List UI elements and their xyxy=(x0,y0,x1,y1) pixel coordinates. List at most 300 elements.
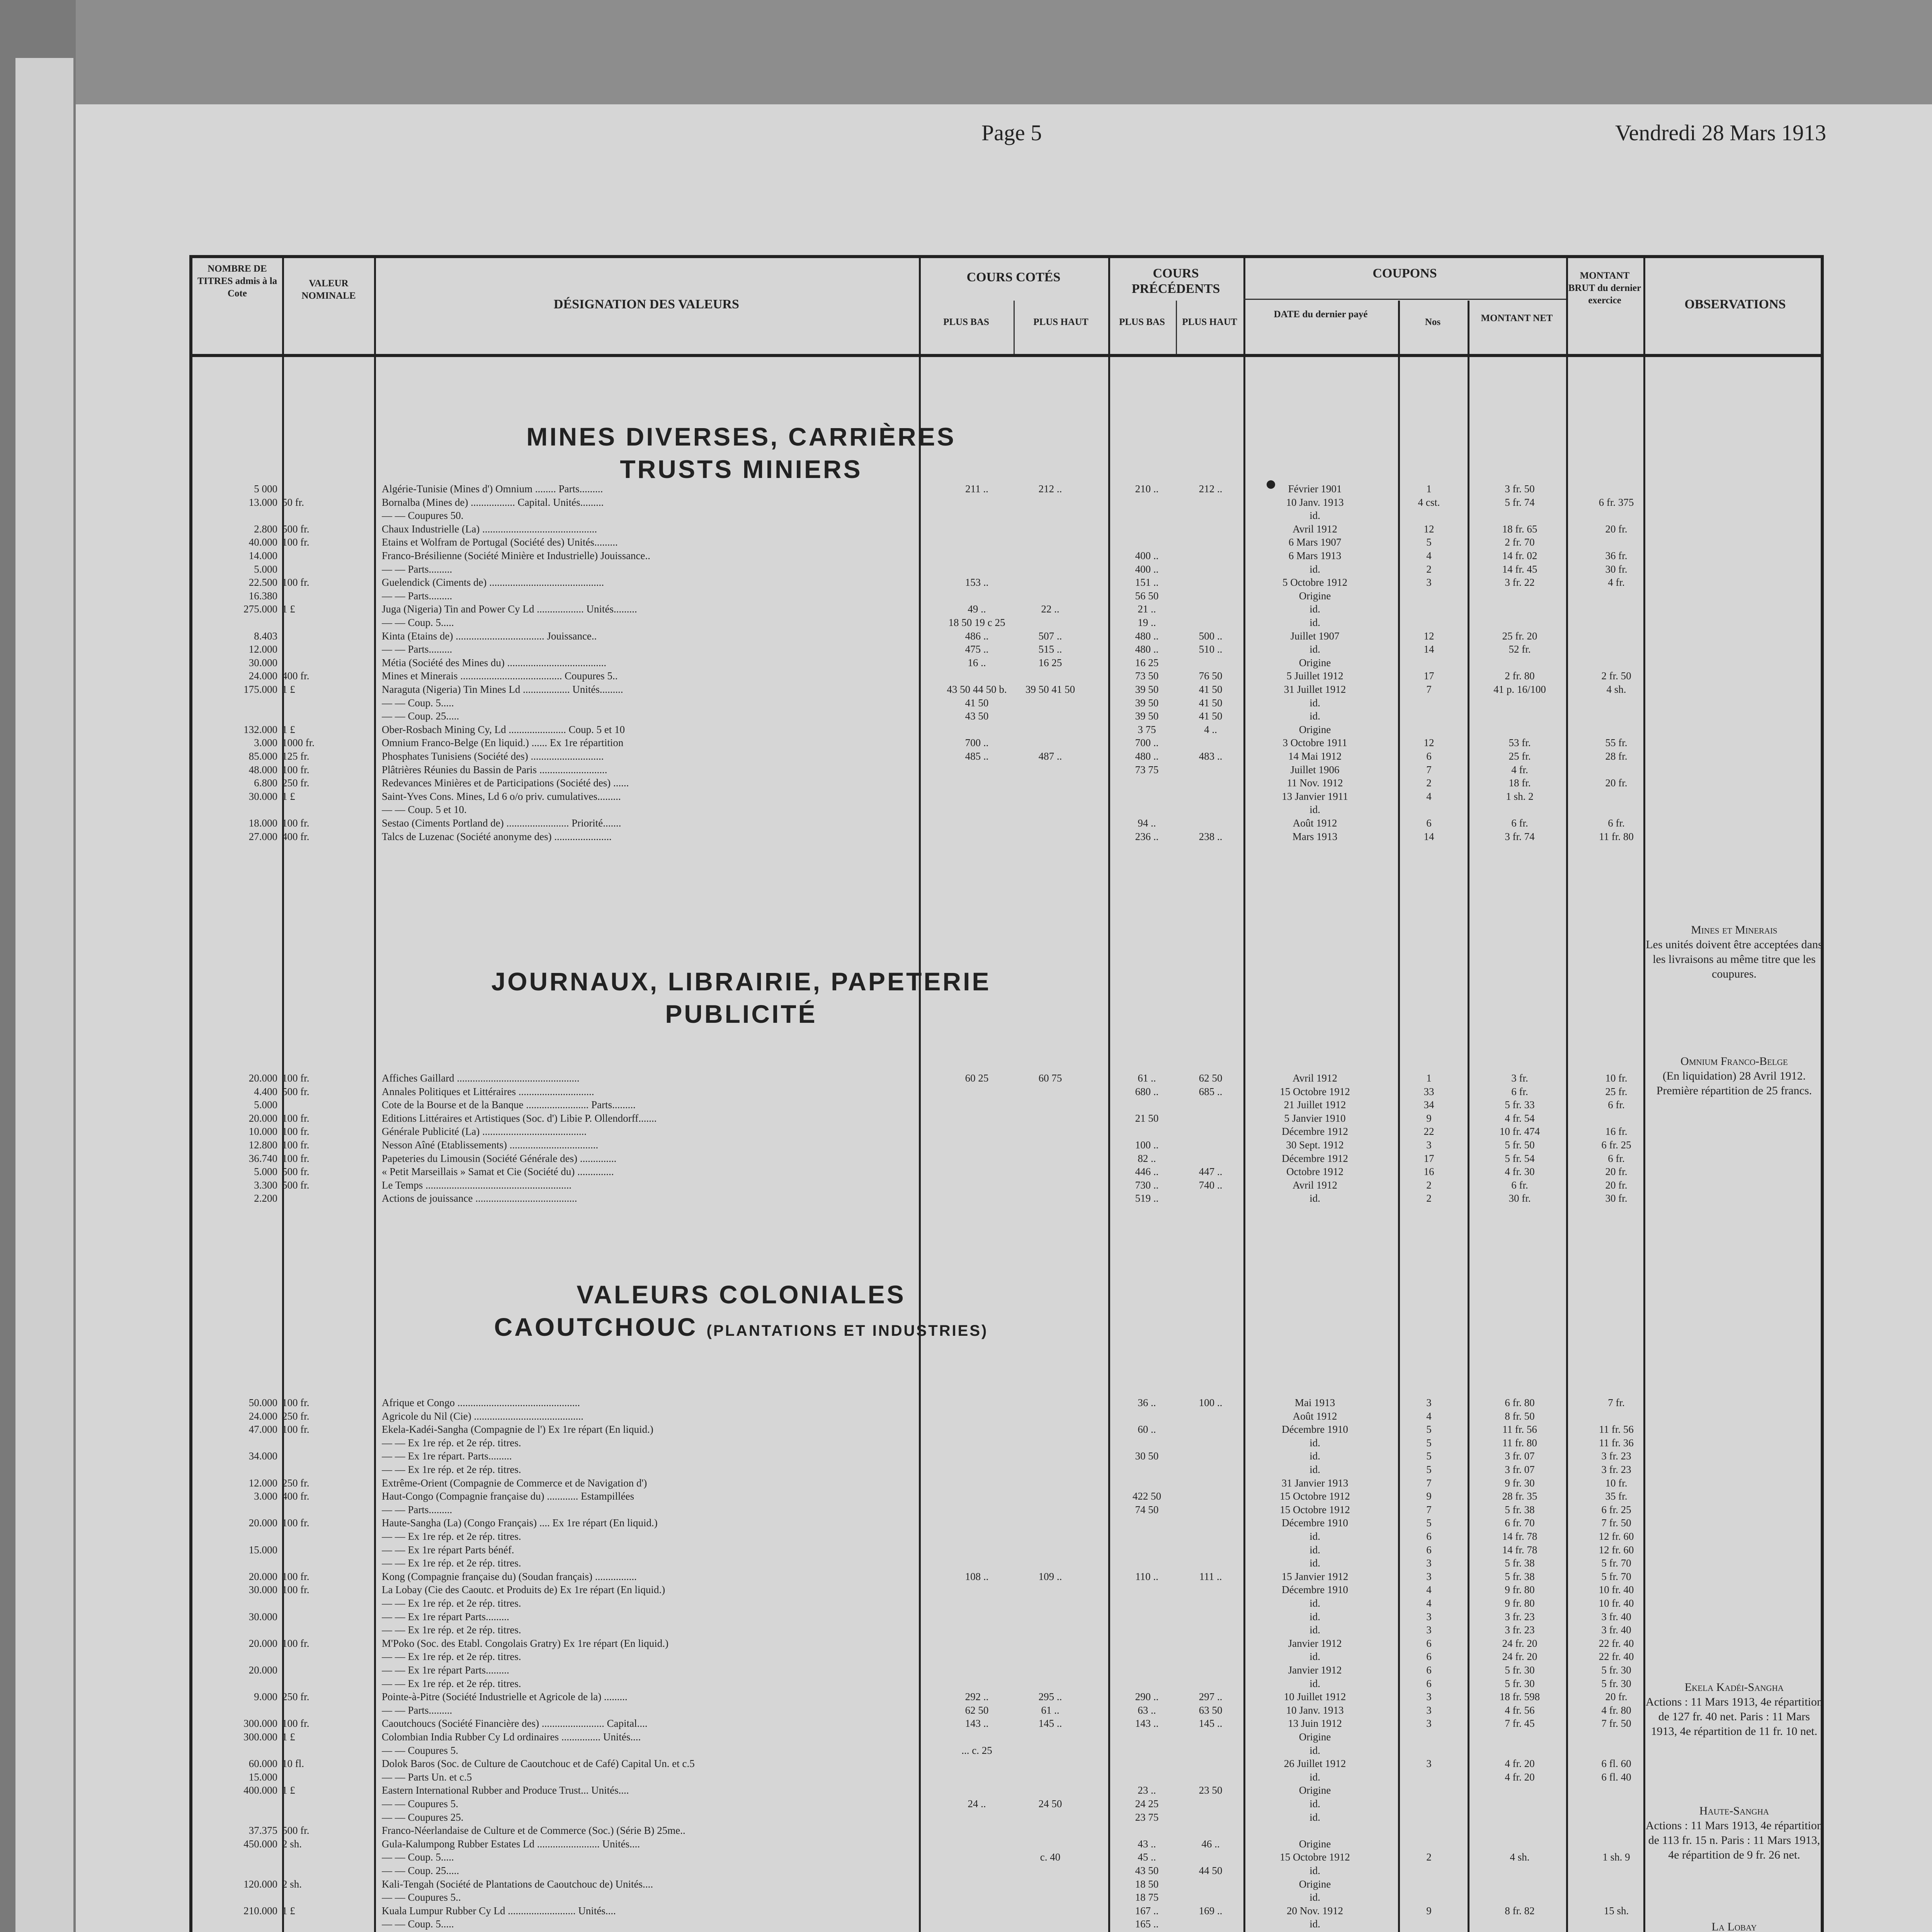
prec-plus-haut: 212 .. xyxy=(1199,483,1223,495)
coupon-numero: 6 xyxy=(1426,1531,1432,1542)
montant-net: 24 fr. 20 xyxy=(1502,1651,1537,1663)
table-row xyxy=(192,643,1641,656)
cours-plus-haut: c. 40 xyxy=(1040,1851,1061,1863)
designation: Plâtrières Réunies du Bassin de Paris .......................... xyxy=(382,764,607,776)
table-row xyxy=(192,1476,1641,1490)
valeur-nominale: 400 fr. xyxy=(282,830,310,842)
coupon-date: id. xyxy=(1310,1437,1320,1449)
coupon-date: 10 Janv. 1913 xyxy=(1286,496,1344,508)
montant-net: 3 fr. 22 xyxy=(1505,577,1535,588)
nombre-titres: 450.000 xyxy=(243,1838,277,1850)
nombre-titres: 37.375 xyxy=(248,1825,277,1837)
montant-brut: 20 fr. xyxy=(1605,1166,1628,1178)
table-row xyxy=(192,1757,1641,1770)
montant-net: 2 fr. 70 xyxy=(1505,536,1535,548)
designation: Haute-Sangha (La) (Congo Français) .... Ex 1re répart (En liquid.) xyxy=(382,1517,658,1529)
prec-plus-bas: 56 50 xyxy=(1135,590,1159,602)
designation: M'Poko (Soc. des Etabl. Congolais Gratry) Ex 1re répart (En liquid.) xyxy=(382,1637,668,1649)
coupon-numero: 2 xyxy=(1426,1179,1432,1191)
coupon-numero: 1 xyxy=(1426,1072,1432,1084)
montant-net: 5 fr. 33 xyxy=(1505,1099,1535,1111)
coupon-date: 26 Juillet 1912 xyxy=(1284,1758,1346,1770)
table-row xyxy=(192,790,1641,803)
coupon-date: Origine xyxy=(1299,1878,1331,1890)
observation-text: Les unités doivent être acceptées dans les livraisons au même titre que les coupures. xyxy=(1646,938,1823,980)
prec-plus-bas: 23 .. xyxy=(1138,1784,1156,1796)
table-row xyxy=(192,1490,1641,1503)
montant-brut: 3 fr. 40 xyxy=(1601,1624,1631,1636)
montant-net: 6 fr. xyxy=(1511,1085,1528,1097)
table-row xyxy=(192,1850,1641,1864)
montant-net: 5 fr. 38 xyxy=(1505,1570,1535,1582)
valeur-nominale: 100 fr. xyxy=(282,1570,310,1582)
nombre-titres: 15.000 xyxy=(248,1771,277,1783)
nombre-titres: 5.000 xyxy=(254,1099,277,1111)
quotation-table xyxy=(189,255,1824,1932)
valeur-nominale: 100 fr. xyxy=(282,1072,310,1084)
table-row xyxy=(192,1744,1641,1757)
table-row xyxy=(192,563,1641,576)
montant-net: 9 fr. 30 xyxy=(1505,1477,1535,1489)
cours-plus-bas: 60 25 xyxy=(965,1072,989,1084)
prec-plus-bas: 151 .. xyxy=(1135,577,1159,588)
table-row xyxy=(192,616,1641,629)
coupon-date: id. xyxy=(1310,1611,1320,1622)
valeur-nominale: 50 fr. xyxy=(282,496,304,508)
montant-brut: 7 fr. xyxy=(1608,1397,1625,1408)
coupon-date: 13 Juin 1912 xyxy=(1288,1718,1342,1730)
table-row xyxy=(192,1112,1641,1125)
nombre-titres: 175.000 xyxy=(243,684,277,695)
designation: — — Ex 1re rép. et 2e rép. titres. xyxy=(382,1557,521,1569)
montant-brut: 20 fr. xyxy=(1605,777,1628,789)
cours-plus-bas: 108 .. xyxy=(965,1570,989,1582)
prec-plus-bas: 19 .. xyxy=(1138,617,1156,628)
nombre-titres: 20.000 xyxy=(248,1517,277,1529)
montant-net: 18 fr. 598 xyxy=(1499,1691,1540,1703)
valeur-nominale: 400 fr. xyxy=(282,670,310,682)
coupon-date: Décembre 1912 xyxy=(1282,1126,1348,1138)
montant-brut: 3 fr. 40 xyxy=(1601,1611,1631,1622)
designation: Phosphates Tunisiens (Société des) ............................ xyxy=(382,750,604,762)
designation: Kong (Compagnie française du) (Soudan français) ................ xyxy=(382,1570,637,1582)
col-cours-precedents: COURS PRÉCÉDENTS xyxy=(1131,266,1220,296)
montant-net: 4 fr. xyxy=(1511,764,1528,776)
coupon-numero: 6 xyxy=(1426,1637,1432,1649)
montant-net: 3 fr. 07 xyxy=(1505,1464,1535,1475)
observation-title: Mines et Minerais xyxy=(1691,923,1777,936)
nombre-titres: 48.000 xyxy=(248,764,277,776)
designation: Mines et Minerais ....................................... Coupures 5.. xyxy=(382,670,618,682)
montant-net: 18 fr. xyxy=(1509,777,1531,789)
table-row xyxy=(192,602,1641,616)
montant-net: 6 fr. xyxy=(1511,817,1528,829)
cours-plus-haut: 515 .. xyxy=(1038,643,1062,655)
valeur-nominale: 10 fl. xyxy=(282,1758,304,1770)
valeur-nominale: 100 fr. xyxy=(282,1152,310,1164)
coupon-numero: 6 xyxy=(1426,1677,1432,1689)
montant-brut: 20 fr. xyxy=(1605,1691,1628,1703)
designation: Colombian India Rubber Cy Ld ordinaires ............... Unités.... xyxy=(382,1731,641,1743)
cours-plus-haut: 295 .. xyxy=(1038,1691,1062,1703)
table-row xyxy=(192,576,1641,589)
prec-plus-bas: 45 .. xyxy=(1138,1851,1156,1863)
table-row xyxy=(192,696,1641,709)
designation: Redevances Minières et de Participations (Société des) ...... xyxy=(382,777,629,789)
coupon-date: 14 Mai 1912 xyxy=(1288,750,1342,762)
cours-plus-haut: 145 .. xyxy=(1038,1718,1062,1730)
prec-plus-bas: 730 .. xyxy=(1135,1179,1159,1191)
coupon-numero: 14 xyxy=(1423,643,1434,655)
montant-net: 14 fr. 78 xyxy=(1502,1544,1537,1556)
cours-plus-haut: 60 75 xyxy=(1038,1072,1062,1084)
nombre-titres: 14.000 xyxy=(248,550,277,561)
table-row xyxy=(192,1138,1641,1151)
designation: « Petit Marseillais » Samat et Cie (Société du) .............. xyxy=(382,1166,614,1178)
designation: Eastern International Rubber and Produce Trust... Unités.... xyxy=(382,1784,629,1796)
coupon-numero: 6 xyxy=(1426,817,1432,829)
nombre-titres: 22.500 xyxy=(248,577,277,588)
nombre-titres: 20.000 xyxy=(248,1072,277,1084)
montant-net: 11 fr. 56 xyxy=(1502,1423,1537,1435)
nombre-titres: 24.000 xyxy=(248,1410,277,1422)
nombre-titres: 2.200 xyxy=(254,1192,277,1204)
prec-plus-bas: 400 .. xyxy=(1135,550,1159,561)
coupon-numero: 6 xyxy=(1426,1651,1432,1663)
valeur-nominale: 250 fr. xyxy=(282,1691,310,1703)
coupon-date: Mars 1913 xyxy=(1292,830,1338,842)
montant-brut: 11 fr. 36 xyxy=(1599,1437,1634,1449)
coupons-underline xyxy=(1243,299,1566,300)
designation: — — Parts......... xyxy=(382,1503,452,1515)
table-row xyxy=(192,1837,1641,1850)
nombre-titres: 12.000 xyxy=(248,1477,277,1489)
section-subtitle xyxy=(409,1311,1073,1347)
coupon-numero: 3 xyxy=(1426,1704,1432,1716)
valeur-nominale: 250 fr. xyxy=(282,1477,310,1489)
table-row xyxy=(192,669,1641,682)
prec-plus-bas: 73 75 xyxy=(1135,764,1159,776)
coupon-date: 6 Mars 1907 xyxy=(1288,536,1342,548)
montant-brut: 36 fr. xyxy=(1605,550,1628,561)
montant-brut: 4 fr. 80 xyxy=(1601,1704,1631,1716)
nombre-titres: 27.000 xyxy=(248,830,277,842)
coupon-date: id. xyxy=(1310,1531,1320,1542)
table-row xyxy=(192,1516,1641,1529)
section-title: MINES DIVERSES, CARRIÈRES xyxy=(526,422,956,451)
designation: — — Ex 1re rép. et 2e rép. titres. xyxy=(382,1677,521,1689)
coupon-date: 21 Juillet 1912 xyxy=(1284,1099,1346,1111)
prec-plus-haut: 41 50 xyxy=(1199,684,1223,695)
coupon-numero: 3 xyxy=(1426,1691,1432,1703)
cours-plus-bas: 153 .. xyxy=(965,577,989,588)
coupon-date: Juillet 1907 xyxy=(1290,630,1340,642)
coupon-date: Avril 1912 xyxy=(1293,523,1337,535)
designation: — — Ex 1re rép. et 2e rép. titres. xyxy=(382,1437,521,1449)
valeur-nominale: 100 fr. xyxy=(282,1718,310,1730)
prec-plus-bas: 400 .. xyxy=(1135,563,1159,575)
montant-net: 25 fr. 20 xyxy=(1502,630,1537,642)
cours-plus-haut: 212 .. xyxy=(1038,483,1062,495)
table-row xyxy=(192,683,1641,696)
montant-net: 14 fr. 02 xyxy=(1502,550,1537,561)
prec-plus-bas: 36 .. xyxy=(1138,1397,1156,1408)
montant-net: 3 fr. 74 xyxy=(1505,830,1535,842)
section-subtitle: TRUSTS MINIERS xyxy=(620,455,862,483)
coupon-date: id. xyxy=(1310,1865,1320,1876)
designation: Talcs de Luzenac (Société anonyme des) ...................... xyxy=(382,830,612,842)
prec-plus-haut: 41 50 xyxy=(1199,697,1223,709)
nombre-titres: 30.000 xyxy=(248,1584,277,1596)
prec-plus-bas: 480 .. xyxy=(1135,750,1159,762)
prec-plus-haut: 111 .. xyxy=(1199,1570,1222,1582)
table-row xyxy=(192,1623,1641,1636)
section-journaux xyxy=(409,965,1073,1030)
designation: — — Coup. 5..... xyxy=(382,617,454,628)
table-row xyxy=(192,1704,1641,1717)
montant-brut: 6 fl. 60 xyxy=(1601,1758,1631,1770)
montant-brut: 11 fr. 56 xyxy=(1599,1423,1634,1435)
prec-plus-haut: 740 .. xyxy=(1199,1179,1223,1191)
designation: Actions de jouissance ....................................... xyxy=(382,1192,577,1204)
montant-brut: 10 fr. 40 xyxy=(1599,1597,1634,1609)
table-row xyxy=(192,1165,1641,1178)
designation: Bornalba (Mines de) ................. Capital. Unités......... xyxy=(382,496,604,508)
nombre-titres: 13.000 xyxy=(248,496,277,508)
coupon-numero: 3 xyxy=(1426,1570,1432,1582)
observation-title: La Lobay xyxy=(1711,1920,1757,1932)
prec-plus-bas: 100 .. xyxy=(1135,1139,1159,1151)
designation: — — Coup. 25..... xyxy=(382,710,459,722)
table-row xyxy=(192,1811,1641,1824)
section-subtitle-main: CAOUTCHOUC xyxy=(494,1313,698,1341)
prec-plus-bas: 43 .. xyxy=(1138,1838,1156,1850)
table-row xyxy=(192,1904,1641,1917)
coupon-date: id. xyxy=(1310,643,1320,655)
nombre-titres: 210.000 xyxy=(243,1905,277,1917)
table-row xyxy=(192,656,1641,669)
coupon-date: 11 Nov. 1912 xyxy=(1287,777,1343,789)
cours-plus-bas: 292 .. xyxy=(965,1691,989,1703)
coupon-date: id. xyxy=(1310,1624,1320,1636)
montant-brut: 35 fr. xyxy=(1605,1490,1628,1502)
montant-brut: 5 fr. 30 xyxy=(1601,1664,1631,1676)
prec-plus-bas: 82 .. xyxy=(1138,1152,1156,1164)
coupon-date: id. xyxy=(1310,1771,1320,1783)
prec-plus-bas: 24 25 xyxy=(1135,1798,1159,1810)
montant-net: 41 p. 16/100 xyxy=(1493,684,1546,695)
nombre-titres: 30.000 xyxy=(248,790,277,802)
coupon-date: Janvier 1912 xyxy=(1288,1664,1342,1676)
montant-net: 3 fr. 07 xyxy=(1505,1450,1535,1462)
col-plus-haut: PLUS HAUT xyxy=(1033,317,1088,327)
nombre-titres: 18.000 xyxy=(248,817,277,829)
prec-plus-bas: 60 .. xyxy=(1138,1423,1156,1435)
observation-note xyxy=(1645,1680,1823,1739)
observation-title: Haute-Sangha xyxy=(1699,1804,1769,1817)
coupon-date: id. xyxy=(1310,1744,1320,1756)
designation: — — Coup. 5..... xyxy=(382,1851,454,1863)
montant-net: 3 fr. 23 xyxy=(1505,1624,1535,1636)
montant-brut: 5 fr. 30 xyxy=(1601,1677,1631,1689)
valeur-nominale: 100 fr. xyxy=(282,817,310,829)
designation: Etains et Wolfram de Portugal (Société des) Unités......... xyxy=(382,536,618,548)
montant-net: 5 fr. 30 xyxy=(1505,1664,1535,1676)
prec-plus-bas: 21 .. xyxy=(1138,603,1156,615)
prec-plus-bas: 700 .. xyxy=(1135,737,1159,749)
designation: La Lobay (Cie des Caoutc. et Produits de) Ex 1re répart (En liquid.) xyxy=(382,1584,665,1596)
prec-plus-haut: 500 .. xyxy=(1199,630,1223,642)
valeur-nominale: 2 sh. xyxy=(282,1878,302,1890)
prec-plus-haut: 238 .. xyxy=(1199,830,1223,842)
designation: Métia (Société des Mines du) ...................................... xyxy=(382,656,607,668)
table-row xyxy=(192,522,1641,536)
coupon-numero: 16 xyxy=(1423,1166,1434,1178)
coupon-date: Décembre 1910 xyxy=(1282,1423,1348,1435)
valeur-nominale: 100 fr. xyxy=(282,1126,310,1138)
montant-net: 1 sh. 2 xyxy=(1506,790,1534,802)
montant-net: 5 fr. 30 xyxy=(1505,1677,1535,1689)
coupon-numero: 12 xyxy=(1423,630,1434,642)
table-row xyxy=(192,803,1641,816)
table-row xyxy=(192,1543,1641,1556)
coupon-numero: 17 xyxy=(1423,1152,1434,1164)
designation: Afrique et Congo ............................................... xyxy=(382,1397,580,1408)
montant-brut: 6 fl. 40 xyxy=(1601,1771,1631,1783)
designation: — — Parts......... xyxy=(382,643,452,655)
nombre-titres: 12.000 xyxy=(248,643,277,655)
col-montant-net: MONTANT NET xyxy=(1481,313,1553,323)
table-row xyxy=(192,1864,1641,1877)
montant-brut: 10 fr. 40 xyxy=(1599,1584,1634,1596)
coupon-date: Avril 1912 xyxy=(1293,1179,1337,1191)
designation: — — Coupures 25. xyxy=(382,1811,464,1823)
table-row xyxy=(192,1436,1641,1449)
observation-text: Actions : 11 Mars 1913, 4e répartition de 113 fr. 15 n. Paris : 11 Mars 1913, 4e répartition de 9 fr. 26 net. xyxy=(1646,1819,1823,1861)
table-row xyxy=(192,1891,1641,1904)
table-row xyxy=(192,1797,1641,1810)
montant-brut: 11 fr. 80 xyxy=(1599,830,1634,842)
coupon-date: id. xyxy=(1310,804,1320,816)
valeur-nominale: 250 fr. xyxy=(282,1410,310,1422)
table-row xyxy=(192,763,1641,776)
montant-brut: 25 fr. xyxy=(1605,1085,1628,1097)
coupon-numero: 6 xyxy=(1426,1664,1432,1676)
prec-plus-bas: 21 50 xyxy=(1135,1112,1159,1124)
nombre-titres: 8.403 xyxy=(254,630,277,642)
nombre-titres: 20.000 xyxy=(248,1570,277,1582)
table-row xyxy=(192,1125,1641,1138)
coupon-numero: 9 xyxy=(1426,1112,1432,1124)
montant-net: 4 fr. 30 xyxy=(1505,1166,1535,1178)
coupon-date: Origine xyxy=(1299,656,1331,668)
montant-net: 14 fr. 45 xyxy=(1502,563,1537,575)
valeur-nominale: 1 £ xyxy=(282,1905,295,1917)
valeur-nominale: 1 £ xyxy=(282,1784,295,1796)
section-title: VALEURS COLONIALES xyxy=(577,1280,906,1309)
prec-plus-haut: 447 .. xyxy=(1199,1166,1223,1178)
nombre-titres: 275.000 xyxy=(243,603,277,615)
coupon-numero: 3 xyxy=(1426,577,1432,588)
nombre-titres: 40.000 xyxy=(248,536,277,548)
prec-plus-bas: 519 .. xyxy=(1135,1192,1159,1204)
table-row xyxy=(192,496,1641,509)
designation: — — Coup. 5..... xyxy=(382,1918,454,1930)
nombre-titres: 2.800 xyxy=(254,523,277,535)
designation: — — Coupures 5. xyxy=(382,1798,458,1810)
nombre-titres: 5.000 xyxy=(254,563,277,575)
designation: — — Coup. 5..... xyxy=(382,697,454,709)
col-date-dernier: DATE du dernier payé xyxy=(1274,309,1368,320)
prec-plus-bas: 290 .. xyxy=(1135,1691,1159,1703)
coupon-date: Origine xyxy=(1299,1731,1331,1743)
cours-plus-haut: 24 50 xyxy=(1038,1798,1062,1810)
cours-plus-haut: 109 .. xyxy=(1038,1570,1062,1582)
nombre-titres: 4.400 xyxy=(254,1085,277,1097)
observation-title: Ekela Kadéi-Sangha xyxy=(1684,1681,1784,1694)
valeur-nominale: 500 fr. xyxy=(282,523,310,535)
prec-plus-bas: 236 .. xyxy=(1135,830,1159,842)
designation: Ober-Rosbach Mining Cy, Ld ...................... Coup. 5 et 10 xyxy=(382,723,625,735)
designation: Gula-Kalumpong Rubber Estates Ld ........................ Unités.... xyxy=(382,1838,640,1850)
table-row xyxy=(192,1717,1641,1730)
coupon-numero: 9 xyxy=(1426,1490,1432,1502)
coupon-numero: 4 xyxy=(1426,1584,1432,1596)
coupon-date: 30 Sept. 1912 xyxy=(1286,1139,1344,1151)
coupon-date: 15 Octobre 1912 xyxy=(1280,1851,1350,1863)
prec-plus-bas: 16 25 xyxy=(1135,656,1159,668)
montant-net: 6 fr. 80 xyxy=(1505,1397,1535,1408)
montant-net: 53 fr. xyxy=(1509,737,1531,749)
designation: Kinta (Etains de) .................................. Jouissance.. xyxy=(382,630,597,642)
page-number: Page 5 xyxy=(981,120,1042,145)
valeur-nominale: 100 fr. xyxy=(282,1637,310,1649)
montant-net: 3 fr. 23 xyxy=(1505,1611,1535,1622)
table-row xyxy=(192,1770,1641,1784)
coupon-date: 5 Octobre 1912 xyxy=(1282,577,1347,588)
cours-plus-haut: 507 .. xyxy=(1038,630,1062,642)
table-row xyxy=(192,1530,1641,1543)
valeur-nominale: 500 fr. xyxy=(282,1085,310,1097)
designation: Ekela-Kadéi-Sangha (Compagnie de l') Ex 1re répart (En liquid.) xyxy=(382,1423,653,1435)
coupon-numero: 6 xyxy=(1426,750,1432,762)
designation: Papeteries du Limousin (Société Générale des) .............. xyxy=(382,1152,617,1164)
coupon-date: 10 Janv. 1913 xyxy=(1286,1704,1344,1716)
observation-text: Actions : 11 Mars 1913, 4e répartition de 127 fr. 40 net. Paris : 11 Mars 1913, 4e répartition de 11 fr. 10 net. xyxy=(1646,1696,1823,1738)
coupon-numero: 4 xyxy=(1426,1597,1432,1609)
coupon-date: id. xyxy=(1310,1450,1320,1462)
col-nombre: NOMBRE DE TITRES admis à la Cote xyxy=(197,264,277,299)
table-row xyxy=(192,1449,1641,1463)
prec-plus-bas: 73 50 xyxy=(1135,670,1159,682)
montant-brut: 28 fr. xyxy=(1605,750,1628,762)
table-row xyxy=(192,723,1641,736)
table-row xyxy=(192,1610,1641,1623)
prec-plus-bas: 43 50 xyxy=(1135,1865,1159,1876)
cours-plus-bas: 486 .. xyxy=(965,630,989,642)
col-coupons: COUPONS xyxy=(1372,266,1437,281)
nombre-titres: 120.000 xyxy=(243,1878,277,1890)
designation: — — Parts Un. et c.5 xyxy=(382,1771,472,1783)
coupon-numero: 3 xyxy=(1426,1611,1432,1622)
coupon-numero: 5 xyxy=(1426,1517,1432,1529)
designation: Nesson Aîné (Etablissements) .................................. xyxy=(382,1139,599,1151)
designation: — — Ex 1re rép. et 2e rép. titres. xyxy=(382,1597,521,1609)
montant-brut: 22 fr. 40 xyxy=(1599,1651,1634,1663)
designation: Franco-Néerlandaise de Culture et de Commerce (Soc.) (Série B) 25me.. xyxy=(382,1825,685,1837)
coupon-date: id. xyxy=(1310,1557,1320,1569)
designation: — — Coupures 5.. xyxy=(382,1891,461,1903)
